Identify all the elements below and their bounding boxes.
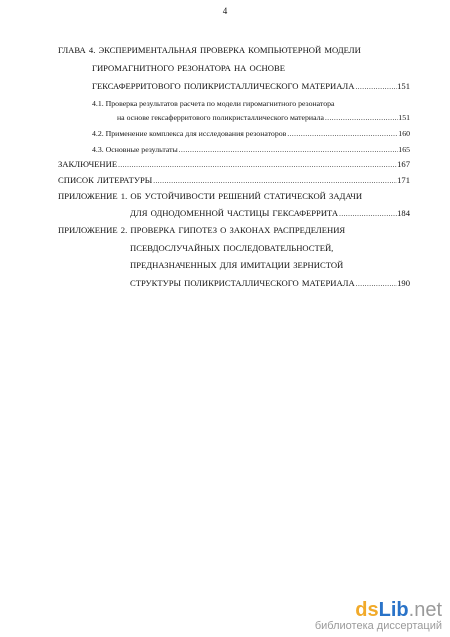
toc-references-title: СПИСОК ЛИТЕРАТУРЫ (58, 175, 153, 185)
toc-section-4-2-title: 4.2. Применение комплекса для исследования резонаторов (92, 129, 287, 138)
toc-page-number: 151 (397, 81, 410, 91)
dot-leader (355, 81, 397, 93)
watermark-subtitle: библиотека диссертаций (314, 620, 442, 632)
toc-page-number: 171 (397, 175, 410, 185)
toc-page-number: 167 (397, 159, 410, 169)
dot-leader (287, 128, 398, 140)
page-number: 4 (222, 6, 228, 16)
toc-page-number: 184 (397, 208, 410, 218)
toc-section-4-3-title: 4.3. Основные результаты (92, 145, 178, 154)
dot-leader (179, 144, 399, 156)
toc-appendix1-line2: ДЛЯ ОДНОДОМЕННОЙ ЧАСТИЦЫ ГЕКСАФЕРРИТА (130, 208, 339, 218)
toc-appendix2-line2: ПСЕВДОСЛУЧАЙНЫХ ПОСЛЕДОВАТЕЛЬНОСТЕЙ, (130, 243, 334, 253)
toc-page-number: 165 (398, 145, 410, 154)
toc-appendix2-line1: ПРИЛОЖЕНИЕ 2. ПРОВЕРКА ГИПОТЕЗ О ЗАКОНАХ РАСПРЕДЕЛЕНИЯ (58, 225, 346, 235)
toc-entry-section-4-1[interactable] (117, 112, 410, 124)
toc-page-number: 160 (398, 129, 410, 138)
toc-appendix2-line4: СТРУКТУРЫ ПОЛИКРИСТАЛЛИЧЕСКОГО МАТЕРИАЛА (130, 278, 355, 288)
toc-appendix1-line1: ПРИЛОЖЕНИЕ 1. ОБ УСТОЙЧИВОСТИ РЕШЕНИЙ СТАТИЧЕСКОЙ ЗАДАЧИ (58, 191, 363, 201)
toc-conclusion-title: ЗАКЛЮЧЕНИЕ (58, 159, 118, 169)
toc-entry-section-4-2[interactable] (92, 128, 410, 140)
dslib-logo: dsLib.net (355, 599, 442, 621)
toc-entry-references[interactable] (58, 174, 410, 187)
dot-leader (339, 208, 397, 220)
dot-leader (325, 112, 398, 124)
toc-entry-appendix2[interactable] (130, 277, 410, 290)
toc-entry-section-4-3[interactable] (92, 144, 410, 156)
dot-leader (356, 278, 397, 290)
toc-entry-chapter4[interactable] (92, 80, 410, 93)
toc-entry-conclusion[interactable] (58, 158, 410, 171)
toc-chapter4-line3: ГЕКСАФЕРРИТОВОГО ПОЛИКРИСТАЛЛИЧЕСКОГО МАТЕРИАЛА (92, 81, 355, 91)
toc-page-number: 151 (398, 113, 410, 122)
dslib-watermark (315, 600, 442, 633)
toc-section-4-1-line2: на основе гексаферритового поликристаллического материала (117, 113, 324, 122)
toc-section-4-1-line1: 4.1. Проверка результатов расчета по модели гиромагнитного резонатора (92, 99, 335, 108)
dot-leader (118, 159, 397, 171)
toc-entry-appendix1[interactable] (130, 207, 410, 220)
toc-page-number: 190 (397, 278, 410, 288)
toc-chapter4-line1: ГЛАВА 4. ЭКСПЕРИМЕНТАЛЬНАЯ ПРОВЕРКА КОМПЬЮТЕРНОЙ МОДЕЛИ (58, 45, 361, 55)
toc-appendix2-line3: ПРЕДНАЗНАЧЕННЫХ ДЛЯ ИМИТАЦИИ ЗЕРНИСТОЙ (130, 260, 344, 270)
dot-leader (153, 175, 397, 187)
toc-chapter4-line2: ГИРОМАГНИТНОГО РЕЗОНАТОРА НА ОСНОВЕ (92, 63, 285, 73)
